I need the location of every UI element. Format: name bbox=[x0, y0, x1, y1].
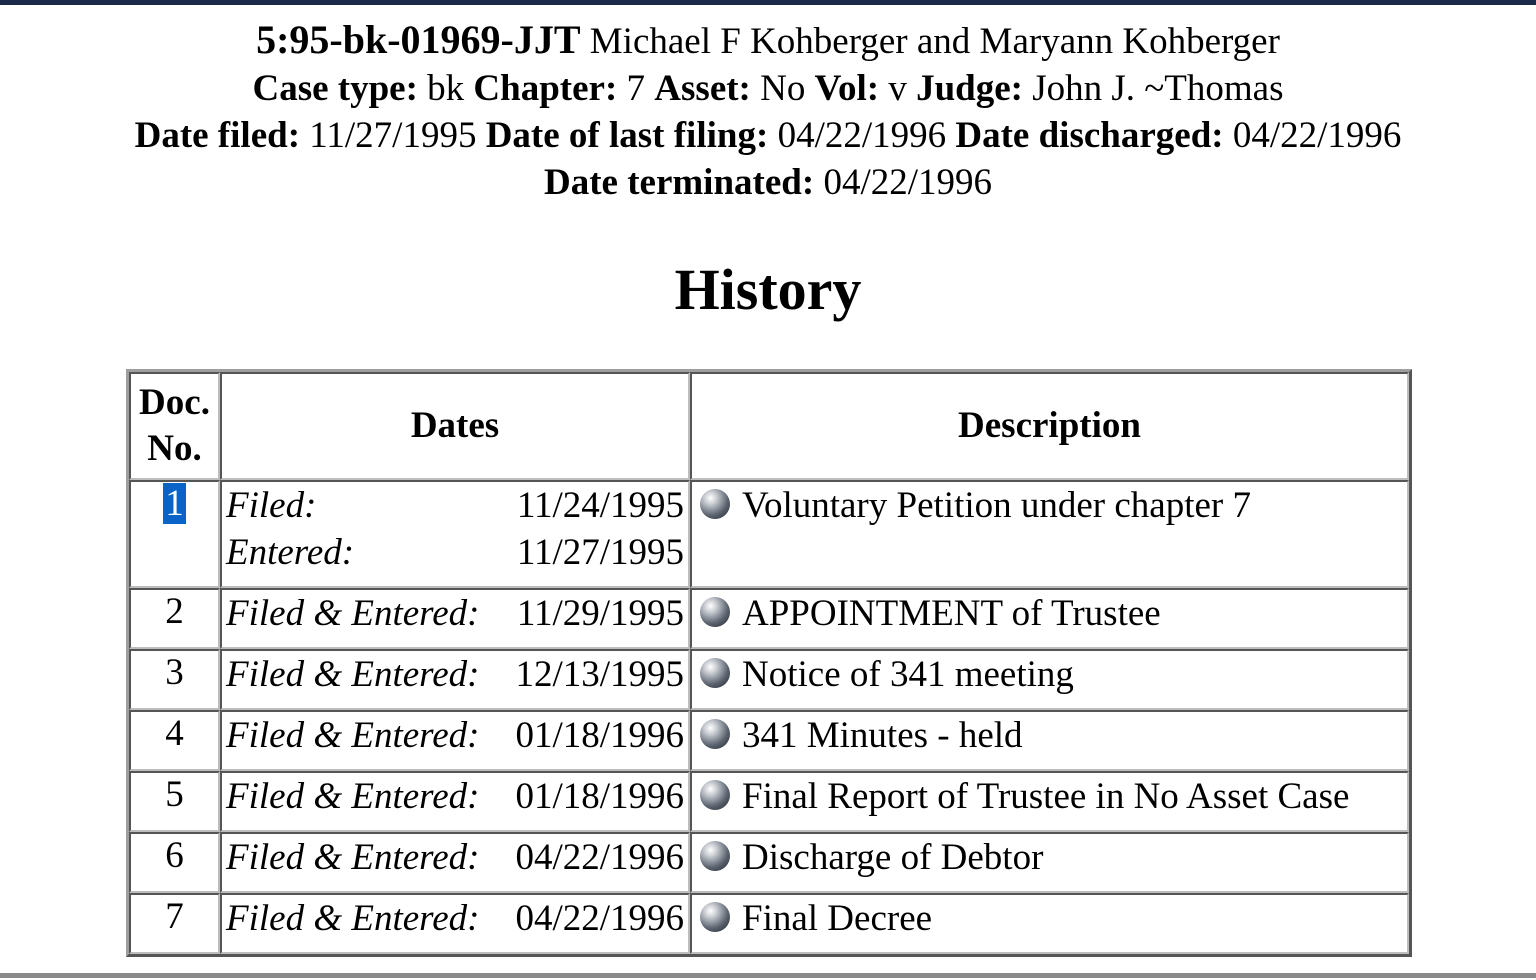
doc-number-cell: 5 bbox=[129, 771, 220, 832]
filed-entered-label: Filed & Entered: bbox=[226, 654, 480, 695]
document-ball-icon[interactable] bbox=[700, 489, 730, 519]
filed-entered-label: Filed & Entered: bbox=[226, 715, 480, 756]
filed-entered-date: 01/18/1996 bbox=[515, 715, 684, 756]
case-type-value: bk bbox=[427, 68, 465, 109]
description-cell bbox=[690, 832, 1409, 893]
description-cell bbox=[690, 893, 1409, 954]
filed-entered-date: 11/29/1995 bbox=[516, 593, 684, 634]
case-info-line bbox=[0, 65, 1536, 112]
asset-value: No bbox=[760, 68, 806, 109]
date-filed-label: Date filed: bbox=[134, 115, 301, 156]
dates-cell bbox=[220, 710, 690, 771]
entered-label: Entered: bbox=[226, 532, 355, 573]
table-row bbox=[129, 710, 1409, 771]
description-text: Discharge of Debtor bbox=[742, 837, 1044, 878]
description-cell bbox=[690, 588, 1409, 649]
table-row bbox=[129, 480, 1409, 588]
description-text: 341 Minutes - held bbox=[742, 715, 1023, 756]
description-cell bbox=[690, 649, 1409, 710]
doc-number-cell: 3 bbox=[129, 649, 220, 710]
doc-number-cell: 6 bbox=[129, 832, 220, 893]
vol-label: Vol: bbox=[814, 68, 880, 109]
doc-number-link[interactable]: 1 bbox=[165, 483, 184, 524]
dates-cell bbox=[220, 771, 690, 832]
document-ball-icon[interactable] bbox=[700, 719, 730, 749]
doc-number-cell: 2 bbox=[129, 588, 220, 649]
filed-entered-label: Filed & Entered: bbox=[226, 837, 480, 878]
document-ball-icon[interactable] bbox=[700, 780, 730, 810]
description-cell bbox=[690, 710, 1409, 771]
judge-value: John J. ~Thomas bbox=[1032, 68, 1284, 109]
chapter-label: Chapter: bbox=[473, 68, 618, 109]
document-ball-icon[interactable] bbox=[700, 658, 730, 688]
doc-no-header: Doc. No. bbox=[129, 372, 220, 480]
table-row bbox=[129, 893, 1409, 954]
description-text: Final Report of Trustee in No Asset Case bbox=[742, 776, 1350, 817]
history-header-row bbox=[129, 372, 1409, 480]
table-row bbox=[129, 588, 1409, 649]
description-text: Voluntary Petition under chapter 7 bbox=[742, 485, 1251, 526]
asset-label: Asset: bbox=[654, 68, 751, 109]
description-header: Description bbox=[690, 372, 1409, 480]
case-header bbox=[0, 16, 1536, 206]
terminated-value: 04/22/1996 bbox=[823, 162, 992, 203]
document-ball-icon[interactable] bbox=[700, 902, 730, 932]
entered-date: 11/27/1995 bbox=[516, 532, 684, 573]
description-text: APPOINTMENT of Trustee bbox=[742, 593, 1161, 634]
discharged-value: 04/22/1996 bbox=[1232, 115, 1402, 156]
vol-value: v bbox=[888, 68, 907, 109]
case-parties: Michael F Kohberger and Maryann Kohberger bbox=[589, 21, 1280, 62]
last-filing-label: Date of last filing: bbox=[485, 115, 769, 156]
filed-entered-label: Filed & Entered: bbox=[226, 898, 480, 939]
history-title: History bbox=[674, 257, 862, 322]
table-row bbox=[129, 832, 1409, 893]
filed-entered-label: Filed & Entered: bbox=[226, 776, 480, 817]
filed-entered-date: 04/22/1996 bbox=[515, 837, 684, 878]
filed-date: 11/24/1995 bbox=[516, 485, 684, 526]
case-terminated-line bbox=[0, 159, 1536, 206]
case-number: 5:95-bk-01969-JJT bbox=[256, 17, 581, 62]
doc-number-cell bbox=[129, 480, 220, 588]
filed-entered-label: Filed & Entered: bbox=[226, 593, 480, 634]
description-cell bbox=[690, 771, 1409, 832]
last-filing-value: 04/22/1996 bbox=[777, 115, 947, 156]
dates-cell bbox=[220, 893, 690, 954]
doc-number-cell: 7 bbox=[129, 893, 220, 954]
terminated-label: Date terminated: bbox=[543, 162, 815, 203]
description-text: Notice of 341 meeting bbox=[742, 654, 1074, 695]
case-dates-line bbox=[0, 112, 1536, 159]
top-rule bbox=[0, 0, 1536, 13]
description-text: Final Decree bbox=[742, 898, 933, 939]
doc-number-cell: 4 bbox=[129, 710, 220, 771]
description-cell bbox=[690, 480, 1409, 588]
discharged-label: Date discharged: bbox=[955, 115, 1224, 156]
filed-label: Filed: bbox=[226, 485, 317, 526]
dates-cell bbox=[220, 480, 690, 588]
chapter-value: 7 bbox=[626, 68, 646, 109]
bottom-rule bbox=[0, 973, 1536, 978]
document-ball-icon[interactable] bbox=[700, 597, 730, 627]
case-title-line bbox=[0, 16, 1536, 65]
judge-label: Judge: bbox=[916, 68, 1023, 109]
history-table bbox=[126, 369, 1412, 957]
filed-entered-date: 04/22/1996 bbox=[515, 898, 684, 939]
case-type-label: Case type: bbox=[252, 68, 418, 109]
date-filed-value: 11/27/1995 bbox=[309, 115, 477, 156]
filed-entered-date: 12/13/1995 bbox=[515, 654, 684, 695]
dates-cell bbox=[220, 649, 690, 710]
document-ball-icon[interactable] bbox=[700, 841, 730, 871]
dates-cell bbox=[220, 588, 690, 649]
dates-cell bbox=[220, 832, 690, 893]
filed-entered-date: 01/18/1996 bbox=[515, 776, 684, 817]
dates-header: Dates bbox=[220, 372, 690, 480]
table-row bbox=[129, 771, 1409, 832]
table-row bbox=[129, 649, 1409, 710]
